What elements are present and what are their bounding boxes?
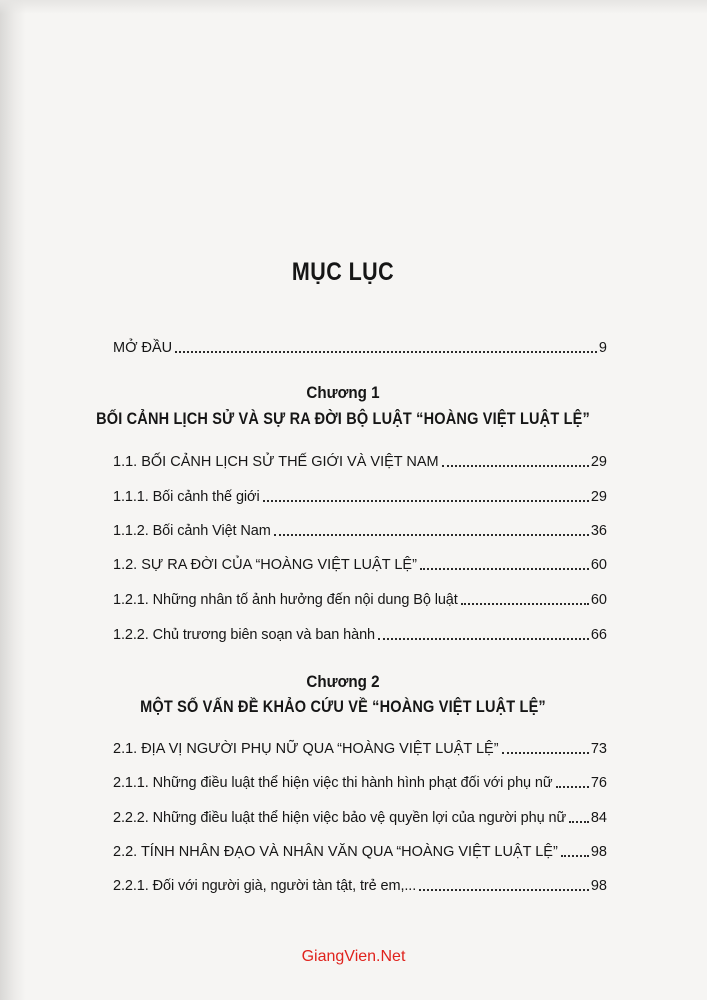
toc-entry-label: 2.2.1. Đối với người già, người tàn tật, trẻ em,...: [113, 878, 417, 894]
dot-leader: [502, 752, 589, 754]
dot-leader: [420, 568, 589, 570]
toc-entry-label: 2.1. ĐỊA VỊ NGƯỜI PHỤ NỮ QUA “HOÀNG VIỆT LUẬT LỆ”: [113, 741, 499, 757]
toc-entry-2-1[interactable]: [113, 738, 607, 758]
dot-leader: [378, 638, 589, 640]
toc-entry-label: MỞ ĐẦU: [113, 340, 173, 356]
toc-entry-intro[interactable]: [113, 337, 607, 357]
toc-entry-2-2-1[interactable]: [113, 875, 607, 895]
chapter-1-number: Chương 1: [306, 384, 380, 402]
toc-entry-label: 2.2.2. Những điều luật thể hiện việc bảo vệ quyền lợi của người phụ nữ: [113, 810, 567, 826]
toc-entry-label: 1.1. BỐI CẢNH LỊCH SỬ THẾ GIỚI VÀ VIỆT NAM: [113, 454, 439, 470]
toc-entry-2-1-1[interactable]: [113, 772, 607, 792]
toc-entry-label: 1.2. SỰ RA ĐỜI CỦA “HOÀNG VIỆT LUẬT LỆ”: [113, 557, 417, 573]
dot-leader: [569, 821, 589, 823]
page-top-edge: [0, 0, 707, 14]
toc-entry-label: 1.1.1. Bối cảnh thế giới: [113, 489, 260, 505]
page-binding-shadow: [0, 0, 26, 1000]
toc-entry-1-1-2[interactable]: [113, 520, 607, 540]
dot-leader: [274, 534, 589, 536]
toc-entry-page: 36: [590, 523, 607, 539]
toc-entry-page: 84: [590, 810, 607, 826]
dot-leader: [556, 786, 589, 788]
toc-entry-page: 9: [598, 340, 607, 356]
toc-entry-page: 73: [590, 741, 607, 757]
chapter-2-title: MỘT SỐ VẤN ĐỀ KHẢO CỨU VỀ “HOÀNG VIỆT LUẬT LỆ”: [140, 698, 546, 716]
toc-entry-1-1[interactable]: [113, 451, 607, 471]
dot-leader: [263, 500, 589, 502]
dot-leader: [419, 889, 589, 891]
dot-leader: [175, 351, 597, 353]
toc-entry-page: 98: [590, 878, 607, 894]
toc-entry-1-1-1[interactable]: [113, 486, 607, 506]
chapter-2-number: Chương 2: [306, 673, 380, 691]
chapter-1-title: BỐI CẢNH LỊCH SỬ VÀ SỰ RA ĐỜI BỘ LUẬT “HOÀNG VIỆT LUẬT LỆ”: [96, 410, 590, 428]
toc-entry-label: 1.1.2. Bối cảnh Việt Nam: [113, 523, 271, 539]
toc-entry-page: 60: [590, 557, 607, 573]
toc-entry-2-2-2[interactable]: [113, 807, 607, 827]
watermark-text: GiangVien.Net: [301, 948, 406, 965]
toc-entry-label: 2.1.1. Những điều luật thể hiện việc thi hành hình phạt đối với phụ nữ: [113, 775, 553, 791]
toc-entry-page: 98: [590, 844, 607, 860]
toc-title: MỤC LỤC: [291, 258, 395, 286]
toc-entry-page: 29: [590, 489, 607, 505]
dot-leader: [442, 465, 589, 467]
toc-entry-1-2-2[interactable]: [113, 624, 607, 644]
toc-entry-page: 60: [590, 592, 607, 608]
toc-entry-label: 2.2. TÍNH NHÂN ĐẠO VÀ NHÂN VĂN QUA “HOÀNG VIỆT LUẬT LỆ”: [113, 844, 558, 860]
toc-entry-2-2[interactable]: [113, 841, 607, 861]
toc-entry-1-2[interactable]: [113, 554, 607, 574]
toc-entry-page: 76: [590, 775, 607, 791]
toc-entry-page: 29: [590, 454, 607, 470]
toc-entry-1-2-1[interactable]: [113, 589, 607, 609]
toc-entry-label: 1.2.2. Chủ trương biên soạn và ban hành: [113, 627, 375, 643]
toc-entry-label: 1.2.1. Những nhân tố ảnh hưởng đến nội dung Bộ luật: [113, 592, 458, 608]
dot-leader: [461, 603, 589, 605]
dot-leader: [561, 855, 589, 857]
toc-entry-page: 66: [590, 627, 607, 643]
